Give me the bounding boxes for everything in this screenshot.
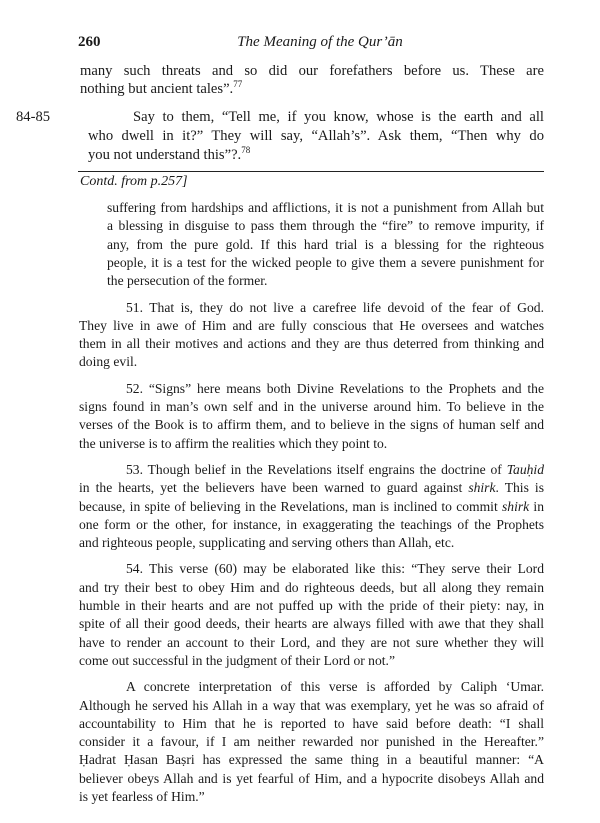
footnote-divider <box>78 171 544 172</box>
text-run: A concrete interpretation of this verse is afforded by Caliph ‘Umar. <box>126 679 544 694</box>
footnote-line <box>107 199 544 217</box>
footnote-line <box>79 715 544 733</box>
text-run: They live in awe of Him and are fully conscious that He oversees and watches <box>79 318 544 333</box>
verse-line <box>88 146 250 164</box>
text-run: and righteous people, supplicating and serving others than Allah, etc. <box>79 535 455 550</box>
footnote-line <box>126 299 544 317</box>
footnote-line <box>79 788 205 806</box>
footnote-line <box>79 435 387 453</box>
main-text-line <box>80 62 544 80</box>
text-run: Although he served his Allah in a way that was exemplary, yet he was so afraid of <box>79 698 544 713</box>
footnote-line <box>79 416 544 434</box>
footnote-line <box>79 353 137 371</box>
footnote-line <box>126 461 544 479</box>
text-run: have to render an account to their Lord, and they are not sure whether they will <box>79 635 544 650</box>
text-run: is yet fearless of Him.” <box>79 789 205 804</box>
footnote-line <box>79 751 544 769</box>
text-run: signs found in man’s own self and in the universe around him. To believe in the <box>79 399 544 414</box>
footnote-line <box>79 697 544 715</box>
text-run: spite of all their good deeds, their hearts are always filled with awe that they shall <box>79 616 544 631</box>
footnote-line <box>79 652 395 670</box>
text-run: accountability to Him that he is reported to have said before death: “I shall <box>79 716 544 731</box>
text-run: 54. This verse (60) may be elaborated like this: “They serve their Lord <box>126 561 544 576</box>
verse-line <box>88 127 544 145</box>
footnote-line <box>79 597 544 615</box>
text-run: verses of the Book is to affirm them, and to believe in the signs of human self and <box>79 417 544 432</box>
text-run: the persecution of the former. <box>107 273 268 288</box>
footnote-line <box>79 498 544 516</box>
text-run: a blessing in disguise to pass them through the “fire” to remove impurity, if <box>107 218 544 233</box>
footnote-line <box>107 254 544 272</box>
text-run: because, in spite of believing in the Revelations, man is inclined to commit <box>79 499 502 514</box>
verse-reference: 84-85 <box>16 109 51 125</box>
text-run: in the hearts, yet the believers have been warned to guard against <box>79 480 469 495</box>
text-run: doing evil. <box>79 354 138 369</box>
text-run: any, from the pure gold. If this hard trial is a blessing for the righteous <box>107 237 544 252</box>
footnote-line <box>79 516 544 534</box>
footnote-marker: 78 <box>241 145 251 155</box>
text-run: believer obeys Allah and is yet fearful of Him, and a hypocrite disobeys Allah and <box>79 771 544 786</box>
footnote-line <box>79 733 544 751</box>
footnote-line <box>126 678 544 696</box>
text-run: many such threats and so did our forefathers before us. These are <box>80 63 544 79</box>
continued-from-label: Contd. from p.257] <box>80 174 188 189</box>
text-run: them in all their motives and actions and they are thus deterred from thinking and <box>79 336 544 351</box>
footnote-line <box>79 479 544 497</box>
text-run: nothing but ancient tales”. <box>80 81 234 97</box>
text-run: consider it a favour, if I am neither rewarded nor punished in the Hereafter.” <box>79 734 544 749</box>
text-run: 52. “Signs” here means both Divine Revelations to the Prophets and the <box>126 381 544 396</box>
text-run: suffering from hardships and afflictions, it is not a punishment from Allah but <box>107 200 544 215</box>
footnote-line <box>79 335 544 353</box>
page-number: 260 <box>78 34 101 50</box>
text-run: 51. That is, they do not live a carefree life devoid of the fear of God. <box>126 300 544 315</box>
text-run: you not understand this”?. <box>88 147 242 163</box>
footnote-line <box>107 236 544 254</box>
text-run: come out successful in the judgment of their Lord or not.” <box>79 653 395 668</box>
footnote-marker: 77 <box>233 79 243 89</box>
footnote-line <box>79 579 544 597</box>
text-run: humble in their hearts and are not puffed up with the pride of their piety: nay, in <box>79 598 544 613</box>
text-run: who dwell in it?” They will say, “Allah’s”. Ask them, “Then why do <box>88 128 544 144</box>
footnote-line <box>107 217 544 235</box>
footnote-line <box>126 380 544 398</box>
running-title: The Meaning of the Qur’ān <box>237 34 403 50</box>
italic-term: shirk <box>468 480 496 495</box>
italic-term: Tauḥid <box>506 462 544 477</box>
text-run: the universe is to affirm the realities which they point to. <box>79 436 388 451</box>
verse-line <box>133 108 544 126</box>
footnote-line <box>79 770 544 788</box>
italic-term: shirk <box>501 499 530 514</box>
text-run: Ḥadrat Ḥasan Baṣri has expressed the same thing in a beautiful manner: “A <box>79 752 544 767</box>
footnote-line <box>107 272 267 290</box>
text-run: people, it is a test for the wicked people to give them a severe punishment for <box>107 255 544 270</box>
text-run: Say to them, “Tell me, if you know, whose is the earth and all <box>133 109 544 125</box>
footnote-line <box>79 615 544 633</box>
footnote-line <box>79 634 544 652</box>
footnote-line <box>79 317 544 335</box>
footnote-line <box>79 398 544 416</box>
footnote-line <box>79 534 454 552</box>
text-run: 53. Though belief in the Revelations itself engrains the doctrine of <box>126 462 507 477</box>
main-text-line <box>80 80 242 98</box>
footnote-line <box>126 560 544 578</box>
text-run: in <box>529 499 544 514</box>
text-run: . This is <box>495 480 544 495</box>
text-run: one form or the other, for instance, in exaggerating the teachings of the Prophets <box>79 517 544 532</box>
text-run: and try their best to obey Him and do righteous deeds, but all along they remain <box>79 580 544 595</box>
